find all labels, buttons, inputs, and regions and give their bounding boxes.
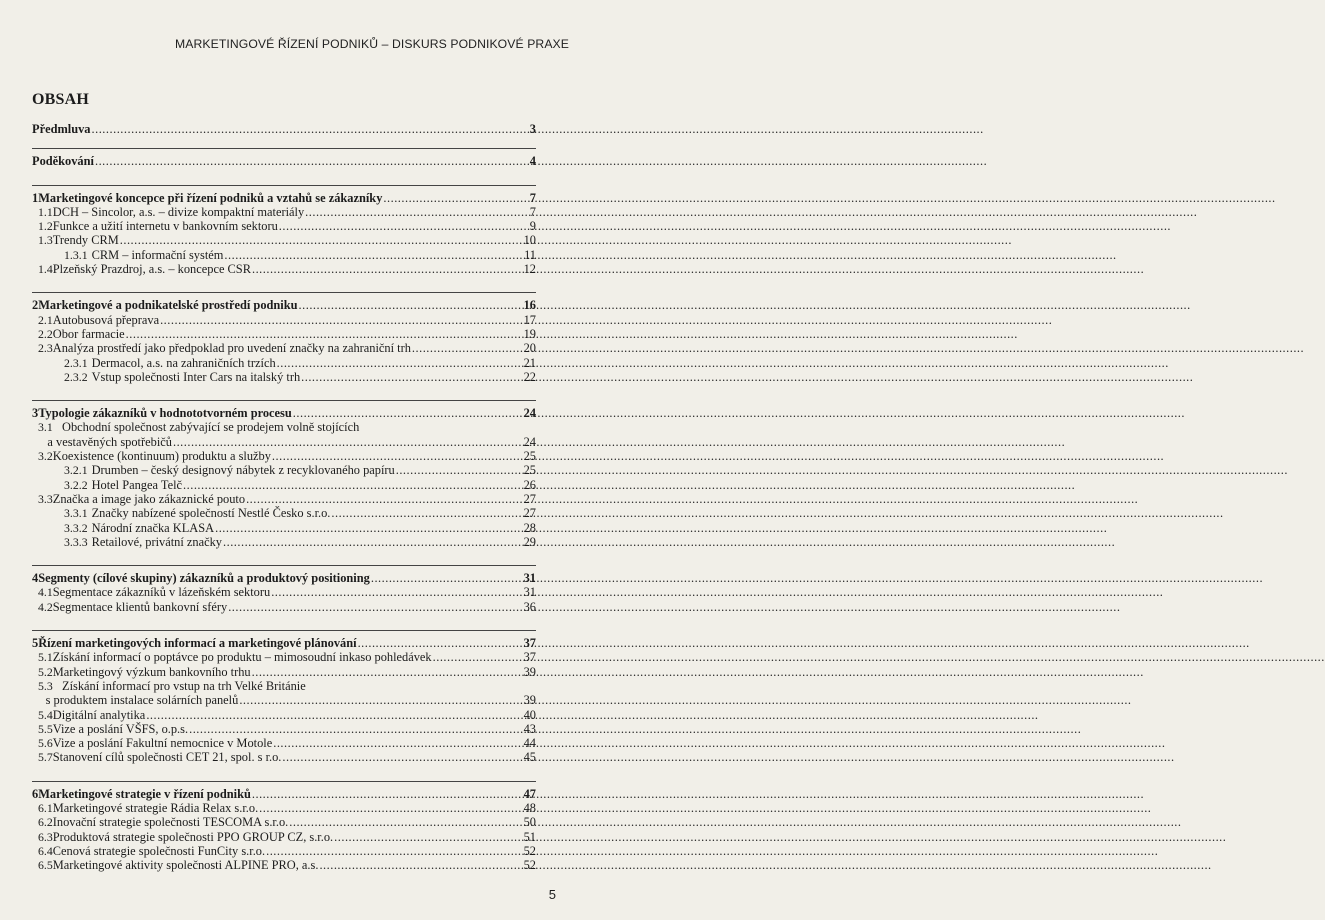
leader-dots (183, 478, 523, 492)
toc-entry-number: 2.2 (38, 326, 53, 341)
toc-entry-page: 7 (529, 190, 536, 205)
toc-entry[interactable] (32, 420, 536, 434)
toc-entry-title: Řízení marketingových informací a marketingové plánování (38, 636, 357, 651)
toc-entry[interactable] (32, 722, 536, 736)
leader-dots (301, 370, 522, 384)
leader-dots (271, 585, 522, 599)
toc-entry[interactable] (32, 506, 536, 520)
toc-entry-page: 11 (524, 247, 536, 262)
toc-entry-title: Značky nabízené společností Nestlé Česko s.r.o. (91, 506, 331, 521)
toc-entry-page: 31 (523, 585, 536, 600)
toc-entry-number: 5.5 (38, 721, 53, 736)
toc-entry-title: Autobusová přeprava (52, 312, 160, 327)
toc-entry-page: 45 (523, 750, 536, 765)
toc-entry-title: Dermacol, a.s. na zahraničních trzích (91, 355, 276, 370)
table-of-contents (32, 122, 536, 872)
toc-entry-number: 5.3 (38, 678, 53, 693)
toc-entry[interactable] (32, 815, 536, 829)
toc-entry-page: 16 (523, 298, 536, 313)
toc-entry-number: 2.1 (38, 312, 53, 327)
leader-dots (412, 341, 523, 355)
toc-entry-title: Vize a poslání VŠFS, o.p.s. (52, 721, 189, 736)
toc-entry-title: Analýza prostředí jako předpoklad pro uvedení značky na zahraniční trh (52, 341, 411, 356)
toc-entry[interactable] (32, 830, 536, 844)
leader-dots (282, 750, 522, 764)
toc-entry[interactable] (32, 521, 536, 535)
toc-section (32, 781, 536, 873)
toc-entry-number: 3 (32, 406, 39, 421)
toc-entry-page: 39 (523, 693, 536, 708)
toc-entry-title: Plzeňský Prazdroj, a.s. – koncepce CSR (52, 262, 251, 277)
toc-entry[interactable] (32, 535, 536, 549)
leader-dots (433, 650, 523, 664)
toc-entry-page: 7 (529, 204, 536, 219)
toc-entry-title: Funkce a užití internetu v bankovním sektoru (52, 219, 278, 234)
toc-section (32, 630, 536, 765)
toc-entry[interactable] (32, 327, 536, 341)
toc-entry-number: 5.4 (38, 707, 53, 722)
toc-entry-page: 44 (523, 736, 536, 751)
toc-entry-page: 28 (523, 520, 536, 535)
toc-entry-title: CRM – informační systém (91, 247, 224, 262)
toc-entry-number: 3.2 (38, 449, 53, 464)
leader-dots (299, 298, 523, 312)
leader-dots (92, 122, 529, 136)
toc-entry[interactable] (32, 665, 536, 679)
toc-entry-title: Marketingové strategie v řízení podniků (38, 786, 251, 801)
toc-entry-number: 6.4 (38, 843, 53, 858)
toc-entry-title: Typologie zákazníků v hodnototvorném procesu (38, 406, 292, 421)
toc-entry-number: 5.6 (38, 736, 53, 751)
toc-entry-number: 4.1 (38, 585, 53, 600)
toc-entry-number: 5.1 (38, 650, 53, 665)
toc-entry-title: Drumben – český designový nábytek z recyklovaného papíru (91, 463, 395, 478)
toc-entry-page: 24 (523, 406, 536, 421)
toc-entry-number: 2 (32, 298, 39, 313)
toc-entry-title: Cenová strategie společnosti FunCity s.r.o. (52, 843, 266, 858)
leader-dots (120, 233, 523, 247)
toc-entry-title: Poděkování (32, 154, 94, 169)
toc-entry[interactable] (32, 679, 536, 693)
toc-entry[interactable] (32, 463, 536, 477)
toc-entry-number: 1 (32, 190, 39, 205)
toc-entry[interactable] (32, 449, 536, 463)
toc-entry-title: Získání informací o poptávce po produktu – mimosoudní inkaso pohledávek (52, 650, 432, 665)
toc-entry-number: 1.2 (38, 219, 53, 234)
toc-entry[interactable] (32, 205, 536, 219)
toc-entry-page: 40 (523, 707, 536, 722)
toc-entry-page: 27 (523, 506, 536, 521)
toc-entry-page: 29 (523, 534, 536, 549)
toc-entry-title: Marketingové koncepce při řízení podniků a vztahů se zákazníky (38, 190, 383, 205)
leader-dots (396, 463, 523, 477)
toc-section (32, 400, 536, 549)
toc-entry-title: Produktová strategie společnosti PPO GROUP CZ, s.r.o. (52, 829, 334, 844)
toc-entry[interactable] (32, 478, 536, 492)
toc-entry-number: 6.2 (38, 815, 53, 830)
toc-entry[interactable] (32, 844, 536, 858)
toc-entry[interactable] (32, 122, 536, 136)
toc-entry-page: 9 (529, 219, 536, 234)
page-number: 5 (548, 887, 556, 902)
toc-entry-title: Retailové, privátní značky (91, 534, 222, 549)
toc-entry[interactable] (32, 406, 536, 420)
toc-entry-title: Segmentace zákazníků v lázeňském sektoru (52, 585, 271, 600)
toc-entry-title: Značka a image jako zákaznické pouto (52, 491, 246, 506)
leader-dots (223, 535, 523, 549)
leader-dots (252, 665, 523, 679)
toc-entry-title: Národní značka KLASA (91, 520, 215, 535)
toc-entry-number: 3.3 (38, 491, 53, 506)
toc-entry-title: Předmluva (32, 122, 91, 136)
leader-dots (279, 219, 529, 233)
toc-entry[interactable] (32, 370, 536, 384)
toc-section (32, 565, 536, 614)
toc-entry-title: Inovační strategie společnosti TESCOMA s.r.o. (52, 815, 289, 830)
toc-entry[interactable] (32, 787, 536, 801)
toc-section (32, 122, 536, 136)
toc-entry-page: 47 (523, 786, 536, 801)
toc-entry-title: Obor farmacie (52, 326, 125, 341)
toc-section (32, 292, 536, 384)
toc-entry-title-cont: a vestavěných spotřebičů (47, 434, 172, 449)
toc-entry-number: 1.3.1 (64, 247, 88, 262)
toc-entry[interactable] (32, 736, 536, 750)
toc-entry-title: Segmenty (cílové skupiny) zákazníků a produktový positioning (38, 571, 370, 586)
toc-entry-number: 3.2.1 (64, 463, 88, 478)
running-header: MARKETINGOVÉ ŘÍZENÍ PODNIKŮ – DISKURS PODNIKOVÉ PRAXE (175, 37, 570, 51)
toc-entry-title: Vstup společnosti Inter Cars na italský trh (91, 369, 301, 384)
toc-entry-number: 6 (32, 786, 39, 801)
leader-dots (215, 521, 523, 535)
toc-entry-number: 1.1 (38, 204, 53, 219)
leader-dots (146, 708, 522, 722)
toc-entry-title: Segmentace klientů bankovní sféry (52, 599, 228, 614)
toc-entry-title: Marketingový výzkum bankovního trhu (52, 664, 251, 679)
toc-entry[interactable] (32, 636, 536, 650)
toc-entry[interactable] (32, 750, 536, 764)
toc-entry[interactable] (32, 262, 536, 276)
toc-entry[interactable] (32, 248, 536, 262)
leader-dots (266, 844, 523, 858)
toc-entry-page: 52 (523, 858, 536, 873)
toc-entry[interactable] (32, 356, 536, 370)
toc-entry-page: 17 (523, 312, 536, 327)
toc-entry-page: 12 (523, 262, 536, 277)
toc-entry-page: 52 (523, 843, 536, 858)
toc-entry-page: 43 (523, 721, 536, 736)
toc-entry-number: 3.2.2 (64, 477, 88, 492)
toc-entry-number: 4 (32, 571, 39, 586)
toc-entry-number: 3.1 (38, 420, 53, 435)
toc-entry-number: 2.3.2 (64, 369, 88, 384)
toc-entry-page: 25 (523, 449, 536, 464)
leader-dots (252, 787, 523, 801)
toc-entry[interactable] (32, 600, 536, 614)
leader-dots (319, 858, 522, 872)
toc-entry[interactable] (32, 341, 536, 355)
leader-dots (383, 191, 528, 205)
toc-entry-title-cont: s produktem instalace solárních panelů (45, 693, 239, 708)
toc-entry-number: 1.4 (38, 262, 53, 277)
toc-entry-number: 5 (32, 636, 39, 651)
toc-section (32, 185, 536, 277)
toc-entry-page: 24 (523, 434, 536, 449)
toc-entry-title: Stanovení cílů společnosti CET 21, spol. s r.o. (52, 750, 282, 765)
toc-entry-title: Marketingové strategie Rádia Relax s.r.o. (52, 800, 259, 815)
leader-dots (189, 722, 523, 736)
toc-entry-page: 36 (523, 599, 536, 614)
toc-entry-page: 31 (523, 571, 536, 586)
toc-entry[interactable] (32, 313, 536, 327)
toc-entry-page: 22 (523, 369, 536, 384)
leader-dots (126, 327, 523, 341)
leader-dots (228, 600, 522, 614)
leader-dots (252, 262, 523, 276)
toc-entry-number: 2.3.1 (64, 355, 88, 370)
toc-entry-number: 6.5 (38, 858, 53, 873)
leader-dots (277, 356, 523, 370)
leader-dots (289, 815, 522, 829)
toc-entry-title: Trendy CRM (52, 233, 119, 248)
toc-entry-title: Koexistence (kontinuum) produktu a služby (52, 449, 271, 464)
toc-entry[interactable] (32, 858, 536, 872)
toc-entry[interactable] (32, 708, 536, 722)
toc-entry-number: 4.2 (38, 599, 53, 614)
toc-entry-title: Marketingové aktivity společnosti ALPINE PRO, a.s. (52, 858, 319, 873)
leader-dots (95, 154, 529, 168)
toc-entry[interactable] (32, 191, 536, 205)
toc-entry[interactable] (32, 233, 536, 247)
toc-entry-page: 10 (523, 233, 536, 248)
toc-entry-page: 37 (523, 636, 536, 651)
toc-entry-title: Digitální analytika (52, 707, 146, 722)
toc-entry-number: 2.3 (38, 341, 53, 356)
leader-dots (173, 435, 523, 449)
leader-dots (334, 830, 522, 844)
toc-entry-page: 25 (523, 463, 536, 478)
toc-entry-number: 3.3.3 (64, 534, 88, 549)
toc-heading: OBSAH (32, 91, 90, 108)
toc-entry[interactable] (32, 585, 536, 599)
leader-dots (272, 449, 523, 463)
toc-entry-page: 19 (523, 326, 536, 341)
toc-entry-page: 50 (523, 815, 536, 830)
toc-entry[interactable] (32, 154, 536, 168)
toc-entry-page: 26 (523, 477, 536, 492)
toc-entry-page: 4 (529, 154, 536, 169)
leader-dots (331, 506, 522, 520)
toc-entry-page: 37 (523, 650, 536, 665)
toc-entry-page: 48 (523, 800, 536, 815)
toc-entry[interactable] (32, 219, 536, 233)
toc-entry-number: 1.3 (38, 233, 53, 248)
toc-entry[interactable] (32, 801, 536, 815)
toc-entry[interactable] (32, 298, 536, 312)
toc-entry-number: 6.1 (38, 800, 53, 815)
toc-entry-title: DCH – Sincolor, a.s. – divize kompaktní materiály (52, 204, 305, 219)
toc-entry-title: Marketingové a podnikatelské prostředí podniku (38, 298, 298, 313)
leader-dots (293, 406, 523, 420)
toc-entry-title: Obchodní společnost zabývající se prodejem volně stojících (62, 420, 360, 435)
toc-entry-page: 39 (523, 664, 536, 679)
toc-entry-page: 51 (523, 829, 536, 844)
leader-dots (358, 636, 523, 650)
leader-dots (371, 571, 523, 585)
leader-dots (273, 736, 522, 750)
toc-entry-page: 20 (523, 341, 536, 356)
toc-entry-number: 5.2 (38, 664, 53, 679)
toc-entry-continuation[interactable] (32, 435, 536, 449)
leader-dots (246, 492, 523, 506)
leader-dots (160, 313, 523, 327)
leader-dots (239, 693, 522, 707)
toc-entry[interactable] (32, 571, 536, 585)
toc-entry-title: Získání informací pro vstup na trh Velké Británie (62, 678, 306, 693)
leader-dots (224, 248, 523, 262)
leader-dots (259, 801, 522, 815)
toc-entry-number: 3.3.2 (64, 520, 88, 535)
toc-entry-page: 3 (529, 122, 536, 136)
toc-entry-title: Hotel Pangea Telč (91, 477, 183, 492)
toc-entry-page: 21 (523, 355, 536, 370)
toc-entry-continuation[interactable] (32, 693, 536, 707)
toc-section (32, 148, 536, 168)
toc-entry-number: 3.3.1 (64, 506, 88, 521)
leader-dots (305, 205, 529, 219)
toc-entry[interactable] (32, 650, 536, 664)
toc-entry-page: 27 (523, 491, 536, 506)
toc-entry-number: 5.7 (38, 750, 53, 765)
toc-entry[interactable] (32, 492, 536, 506)
toc-entry-title: Vize a poslání Fakultní nemocnice v Motole (52, 736, 273, 751)
toc-entry-number: 6.3 (38, 829, 53, 844)
